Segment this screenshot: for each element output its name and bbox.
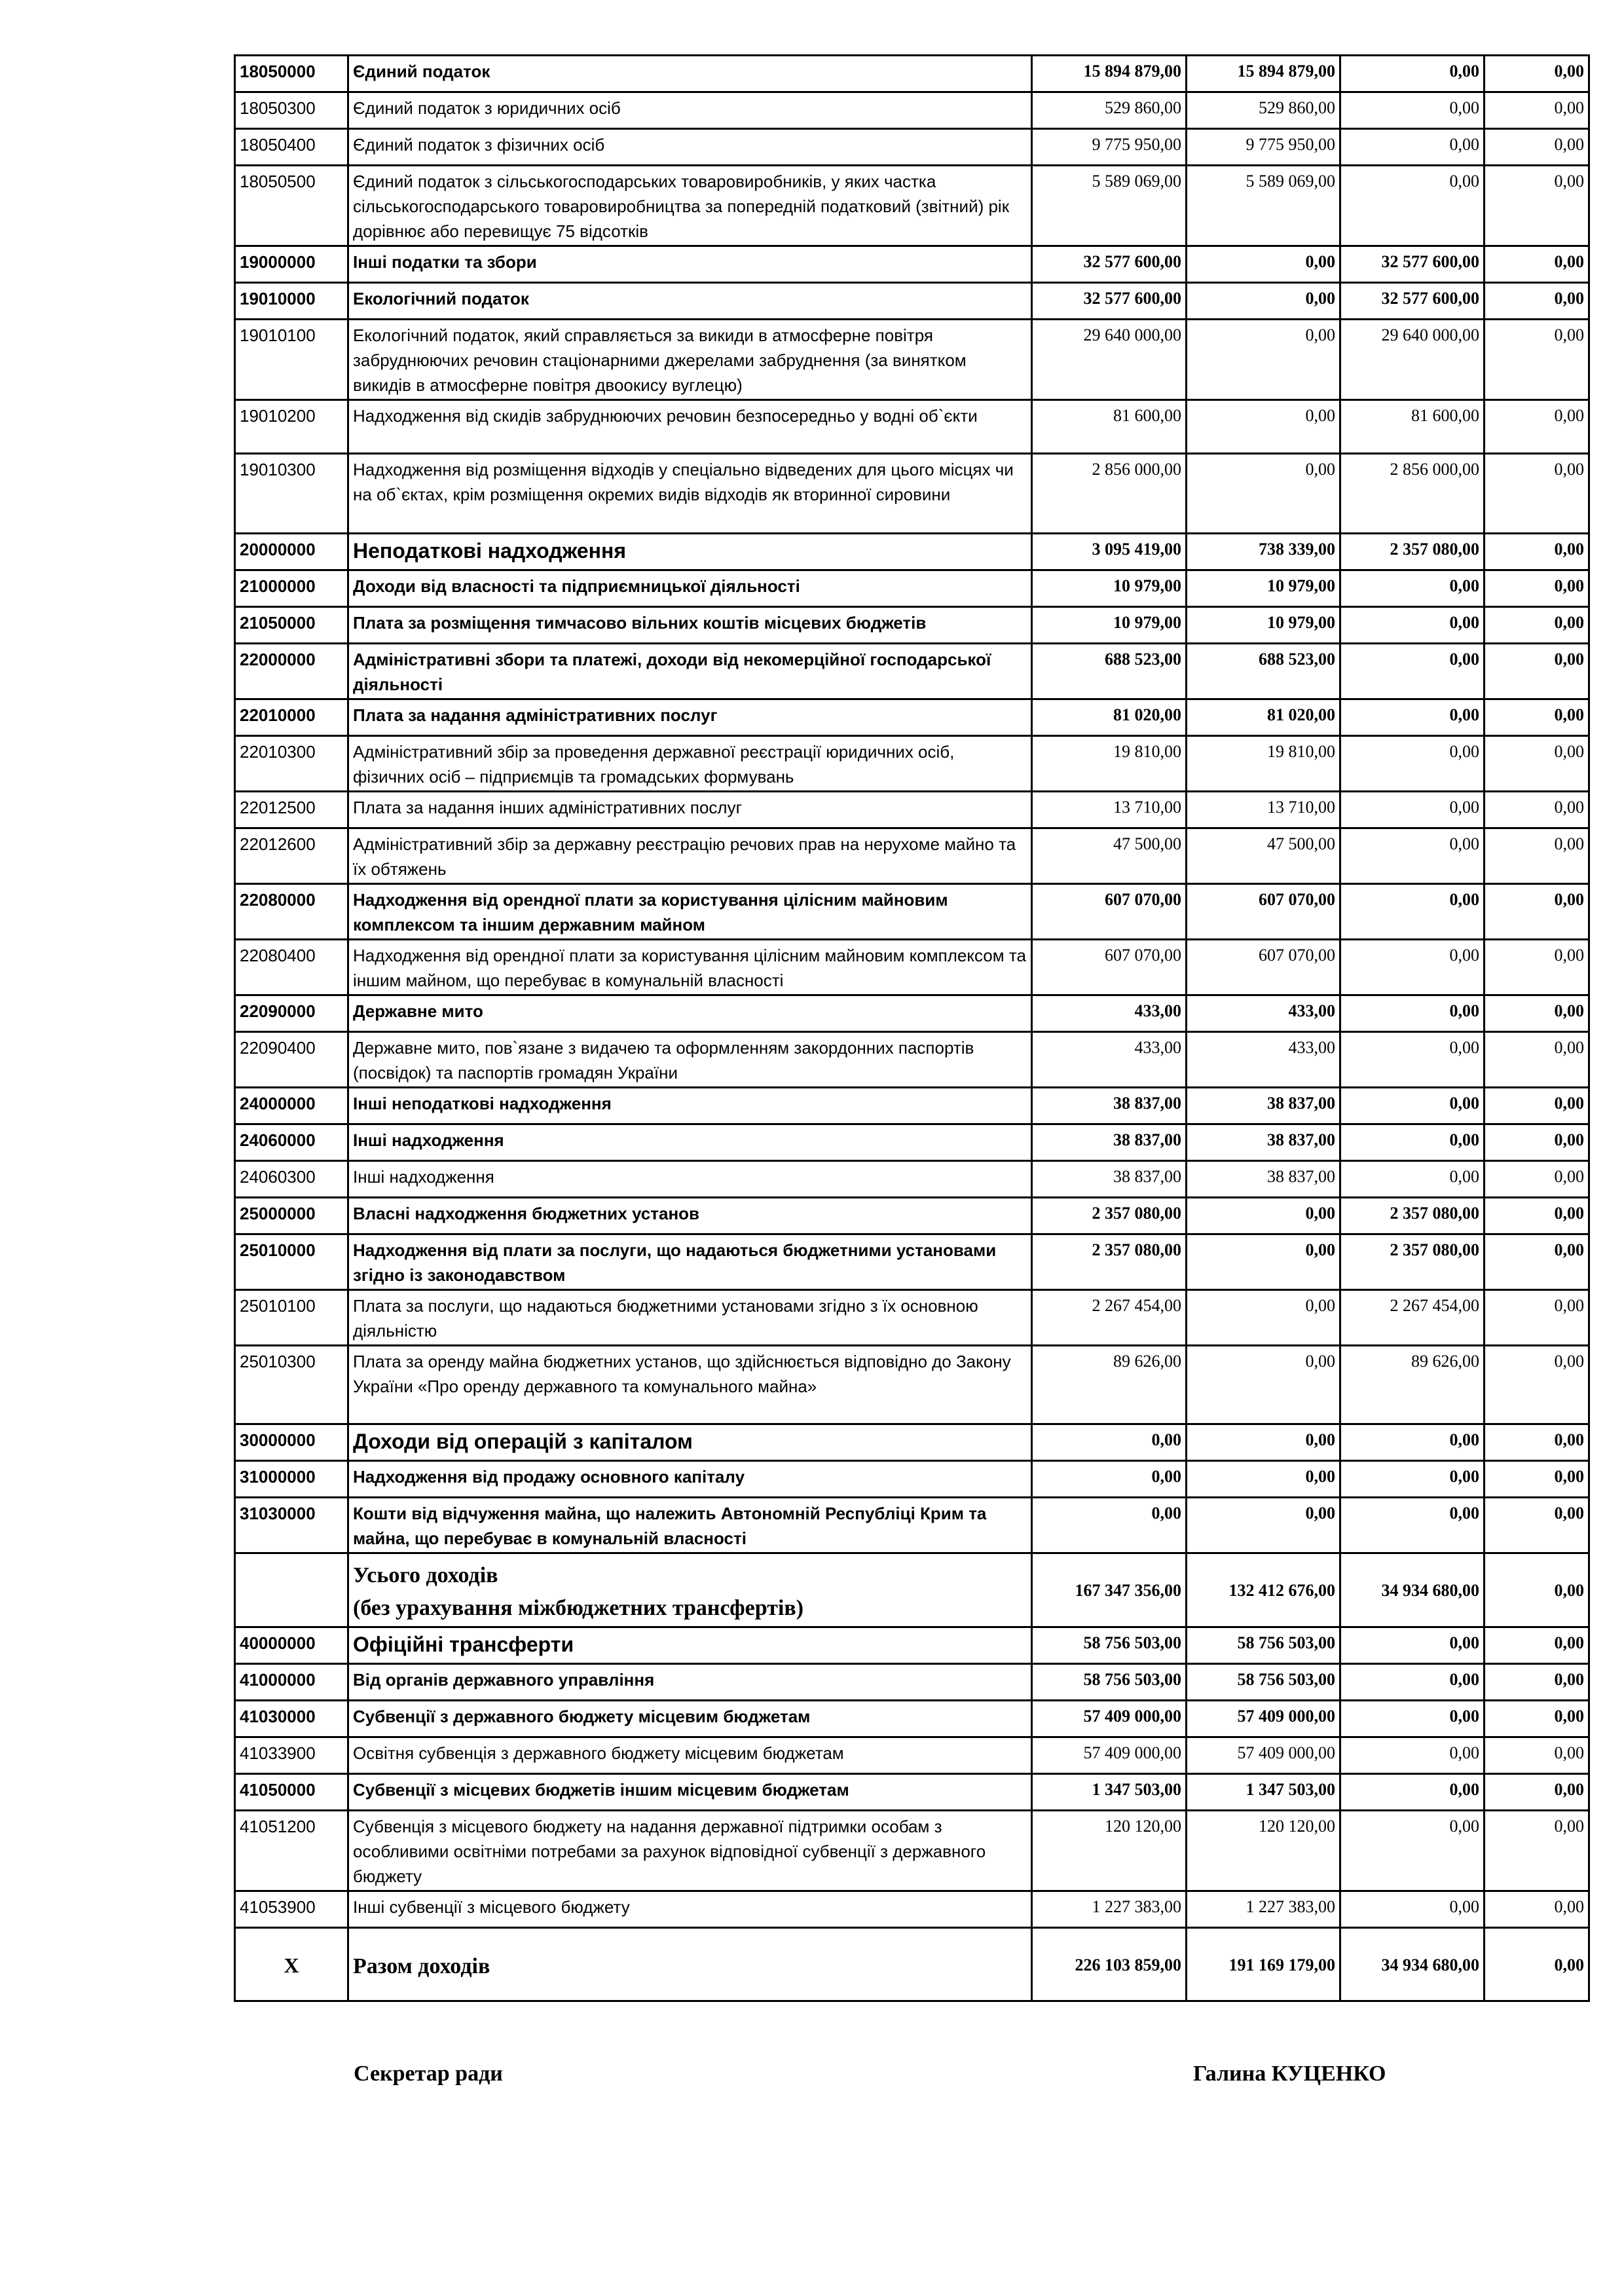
row-total: 3 095 419,00	[1032, 534, 1187, 570]
table-row	[235, 534, 1589, 570]
table-row	[235, 792, 1589, 828]
row-general-fund: 0,00	[1187, 400, 1340, 454]
row-code: 21000000	[235, 570, 348, 607]
row-special-fund: 0,00	[1340, 56, 1485, 92]
row-code: 22090000	[235, 995, 348, 1032]
row-code: 41033900	[235, 1737, 348, 1774]
row-name: Субвенція з місцевого бюджету на надання державної підтримки особам з особливими освітніми потребами за рахунок відповідної субвенції з державного бюджету	[348, 1811, 1032, 1891]
row-development-budget: 0,00	[1485, 607, 1589, 644]
row-total: 529 860,00	[1032, 92, 1187, 129]
table-row	[235, 283, 1589, 320]
row-special-fund: 0,00	[1340, 1701, 1485, 1737]
row-code: 25010300	[235, 1346, 348, 1424]
row-name: Плата за надання адміністративних послуг	[348, 699, 1032, 736]
row-total: 38 837,00	[1032, 1088, 1187, 1124]
row-total: 57 409 000,00	[1032, 1701, 1187, 1737]
row-code: 19010300	[235, 454, 348, 534]
row-code: 41000000	[235, 1664, 348, 1701]
row-special-fund: 0,00	[1340, 1124, 1485, 1161]
row-general-fund: 738 339,00	[1187, 534, 1340, 570]
row-development-budget: 0,00	[1485, 534, 1589, 570]
row-total: 13 710,00	[1032, 792, 1187, 828]
table-row	[235, 320, 1589, 400]
row-development-budget: 0,00	[1485, 1498, 1589, 1553]
table-row	[235, 1124, 1589, 1161]
row-special-fund: 34 934 680,00	[1340, 1928, 1485, 2001]
row-general-fund: 58 756 503,00	[1187, 1627, 1340, 1664]
table-row	[235, 1198, 1589, 1234]
row-special-fund: 0,00	[1340, 995, 1485, 1032]
row-code: 22090400	[235, 1032, 348, 1088]
row-general-fund: 0,00	[1187, 1498, 1340, 1553]
row-code: 20000000	[235, 534, 348, 570]
row-development-budget: 0,00	[1485, 283, 1589, 320]
row-code: 25000000	[235, 1198, 348, 1234]
row-name: Плата за оренду майна бюджетних установ, що здійснюється відповідно до Закону України «Про оренду державного та комунального майна»	[348, 1346, 1032, 1424]
row-code: 19010000	[235, 283, 348, 320]
row-general-fund: 433,00	[1187, 1032, 1340, 1088]
row-total: 433,00	[1032, 1032, 1187, 1088]
table-row	[235, 1553, 1589, 1627]
row-special-fund: 0,00	[1340, 1461, 1485, 1498]
row-total: 58 756 503,00	[1032, 1664, 1187, 1701]
row-total: 15 894 879,00	[1032, 56, 1187, 92]
row-code: 18050500	[235, 166, 348, 246]
row-code: 19000000	[235, 246, 348, 283]
row-code: 25010000	[235, 1234, 348, 1290]
row-special-fund: 89 626,00	[1340, 1346, 1485, 1424]
row-name: Єдиний податок з юридичних осіб	[348, 92, 1032, 129]
row-code: 24060300	[235, 1161, 348, 1198]
row-general-fund: 19 810,00	[1187, 736, 1340, 792]
row-special-fund: 2 357 080,00	[1340, 1198, 1485, 1234]
row-total: 81 020,00	[1032, 699, 1187, 736]
row-general-fund: 120 120,00	[1187, 1811, 1340, 1891]
row-special-fund: 2 357 080,00	[1340, 1234, 1485, 1290]
row-development-budget: 0,00	[1485, 166, 1589, 246]
row-development-budget: 0,00	[1485, 1461, 1589, 1498]
row-general-fund: 38 837,00	[1187, 1088, 1340, 1124]
table-row	[235, 1664, 1589, 1701]
row-special-fund: 0,00	[1340, 1811, 1485, 1891]
row-special-fund: 0,00	[1340, 1161, 1485, 1198]
row-special-fund: 0,00	[1340, 644, 1485, 699]
row-special-fund: 0,00	[1340, 166, 1485, 246]
row-total: 9 775 950,00	[1032, 129, 1187, 166]
row-general-fund: 9 775 950,00	[1187, 129, 1340, 166]
row-name: Плата за послуги, що надаються бюджетними установами згідно з їх основною діяльністю	[348, 1290, 1032, 1346]
table-row	[235, 1891, 1589, 1928]
row-development-budget: 0,00	[1485, 1234, 1589, 1290]
row-development-budget: 0,00	[1485, 1424, 1589, 1461]
row-total: 0,00	[1032, 1461, 1187, 1498]
row-total: 0,00	[1032, 1498, 1187, 1553]
table-row	[235, 246, 1589, 283]
row-development-budget: 0,00	[1485, 792, 1589, 828]
row-development-budget: 0,00	[1485, 400, 1589, 454]
row-name: Екологічний податок	[348, 283, 1032, 320]
table-row	[235, 1088, 1589, 1124]
row-total: 167 347 356,00	[1032, 1553, 1187, 1627]
row-total: 1 347 503,00	[1032, 1774, 1187, 1811]
row-general-fund: 0,00	[1187, 1424, 1340, 1461]
row-code: 24060000	[235, 1124, 348, 1161]
row-general-fund: 0,00	[1187, 1346, 1340, 1424]
row-name: Кошти від відчуження майна, що належить Автономній Республіці Крим та майна, що перебуває в комунальній власності	[348, 1498, 1032, 1553]
row-general-fund: 0,00	[1187, 1290, 1340, 1346]
row-code: 21050000	[235, 607, 348, 644]
row-development-budget: 0,00	[1485, 828, 1589, 884]
row-name: Власні надходження бюджетних установ	[348, 1198, 1032, 1234]
row-total: 607 070,00	[1032, 884, 1187, 940]
row-special-fund: 2 267 454,00	[1340, 1290, 1485, 1346]
table-row	[235, 56, 1589, 92]
row-code: 31000000	[235, 1461, 348, 1498]
row-general-fund: 10 979,00	[1187, 607, 1340, 644]
row-code: 18050400	[235, 129, 348, 166]
row-development-budget: 0,00	[1485, 454, 1589, 534]
row-code: 41051200	[235, 1811, 348, 1891]
row-development-budget: 0,00	[1485, 1198, 1589, 1234]
row-general-fund: 433,00	[1187, 995, 1340, 1032]
row-general-fund: 57 409 000,00	[1187, 1737, 1340, 1774]
row-code: 22000000	[235, 644, 348, 699]
row-code: 41050000	[235, 1774, 348, 1811]
table-row	[235, 884, 1589, 940]
row-special-fund: 0,00	[1340, 940, 1485, 995]
row-general-fund: 13 710,00	[1187, 792, 1340, 828]
row-code: 22010000	[235, 699, 348, 736]
row-name: Державне мито	[348, 995, 1032, 1032]
row-total: 38 837,00	[1032, 1161, 1187, 1198]
row-code: 30000000	[235, 1424, 348, 1461]
row-development-budget: 0,00	[1485, 1032, 1589, 1088]
table-row	[235, 400, 1589, 454]
row-development-budget: 0,00	[1485, 246, 1589, 283]
table-row	[235, 644, 1589, 699]
row-name: Плата за надання інших адміністративних послуг	[348, 792, 1032, 828]
row-special-fund: 0,00	[1340, 570, 1485, 607]
row-name: Єдиний податок з фізичних осіб	[348, 129, 1032, 166]
row-name: Надходження від орендної плати за користування цілісним майновим комплексом та іншим державним майном	[348, 884, 1032, 940]
row-name: Інші надходження	[348, 1161, 1032, 1198]
table-row	[235, 92, 1589, 129]
row-development-budget: 0,00	[1485, 1811, 1589, 1891]
row-development-budget: 0,00	[1485, 1774, 1589, 1811]
row-special-fund: 0,00	[1340, 792, 1485, 828]
row-development-budget: 0,00	[1485, 320, 1589, 400]
row-special-fund: 0,00	[1340, 736, 1485, 792]
row-special-fund: 0,00	[1340, 1032, 1485, 1088]
row-name: Офіційні трансферти	[348, 1627, 1032, 1664]
row-total: 32 577 600,00	[1032, 283, 1187, 320]
row-name: Надходження від плати за послуги, що надаються бюджетними установами згідно із законодавством	[348, 1234, 1032, 1290]
row-total: 58 756 503,00	[1032, 1627, 1187, 1664]
row-total: 2 267 454,00	[1032, 1290, 1187, 1346]
row-development-budget: 0,00	[1485, 1161, 1589, 1198]
row-code: 19010100	[235, 320, 348, 400]
table-row	[235, 1737, 1589, 1774]
table-row	[235, 1234, 1589, 1290]
table-row	[235, 1290, 1589, 1346]
row-name: Доходи від власності та підприємницької діяльності	[348, 570, 1032, 607]
row-special-fund: 32 577 600,00	[1340, 246, 1485, 283]
row-code: 22080400	[235, 940, 348, 995]
row-development-budget: 0,00	[1485, 1664, 1589, 1701]
row-development-budget: 0,00	[1485, 1737, 1589, 1774]
row-name: Адміністративні збори та платежі, доходи від некомерційної господарської діяльності	[348, 644, 1032, 699]
row-special-fund: 2 856 000,00	[1340, 454, 1485, 534]
row-code: 41030000	[235, 1701, 348, 1737]
signature-name: Галина КУЦЕНКО	[1193, 2062, 1386, 2086]
row-general-fund: 0,00	[1187, 283, 1340, 320]
row-special-fund: 0,00	[1340, 1627, 1485, 1664]
row-development-budget: 0,00	[1485, 1346, 1589, 1424]
row-total: 10 979,00	[1032, 607, 1187, 644]
row-development-budget: 0,00	[1485, 995, 1589, 1032]
row-special-fund: 0,00	[1340, 828, 1485, 884]
row-general-fund: 10 979,00	[1187, 570, 1340, 607]
row-total: 5 589 069,00	[1032, 166, 1187, 246]
table-row	[235, 736, 1589, 792]
row-total: 226 103 859,00	[1032, 1928, 1187, 2001]
row-special-fund: 2 357 080,00	[1340, 534, 1485, 570]
row-special-fund: 0,00	[1340, 92, 1485, 129]
row-special-fund: 0,00	[1340, 1424, 1485, 1461]
row-general-fund: 58 756 503,00	[1187, 1664, 1340, 1701]
row-development-budget: 0,00	[1485, 92, 1589, 129]
row-development-budget: 0,00	[1485, 1124, 1589, 1161]
table-row	[235, 454, 1589, 534]
row-code: 31030000	[235, 1498, 348, 1553]
row-name: Субвенції з місцевих бюджетів іншим місцевим бюджетам	[348, 1774, 1032, 1811]
row-development-budget: 0,00	[1485, 736, 1589, 792]
row-name: Від органів державного управління	[348, 1664, 1032, 1701]
row-name: Адміністративний збір за державну реєстрацію речових прав на нерухоме майно та їх обтяжень	[348, 828, 1032, 884]
row-total: 1 227 383,00	[1032, 1891, 1187, 1928]
row-total: 89 626,00	[1032, 1346, 1187, 1424]
row-code: 18050300	[235, 92, 348, 129]
row-development-budget: 0,00	[1485, 1627, 1589, 1664]
row-special-fund: 0,00	[1340, 1664, 1485, 1701]
row-special-fund: 0,00	[1340, 1774, 1485, 1811]
row-total: 2 357 080,00	[1032, 1198, 1187, 1234]
row-special-fund: 0,00	[1340, 1088, 1485, 1124]
row-general-fund: 15 894 879,00	[1187, 56, 1340, 92]
row-code: Х	[235, 1928, 348, 2001]
row-general-fund: 38 837,00	[1187, 1161, 1340, 1198]
row-general-fund: 0,00	[1187, 454, 1340, 534]
row-general-fund: 1 227 383,00	[1187, 1891, 1340, 1928]
row-name: Освітня субвенція з державного бюджету місцевим бюджетам	[348, 1737, 1032, 1774]
table-row	[235, 570, 1589, 607]
row-code: 19010200	[235, 400, 348, 454]
table-row	[235, 699, 1589, 736]
table-row	[235, 1701, 1589, 1737]
row-general-fund: 0,00	[1187, 320, 1340, 400]
row-name: Надходження від орендної плати за користування цілісним майновим комплексом та іншим майном, що перебуває в комунальній власності	[348, 940, 1032, 995]
row-name: Адміністративний збір за проведення державної реєстрації юридичних осіб, фізичних осіб – підприємців та громадських формувань	[348, 736, 1032, 792]
row-total: 2 357 080,00	[1032, 1234, 1187, 1290]
row-general-fund: 0,00	[1187, 1198, 1340, 1234]
row-development-budget: 0,00	[1485, 940, 1589, 995]
row-special-fund: 32 577 600,00	[1340, 283, 1485, 320]
row-total: 19 810,00	[1032, 736, 1187, 792]
table-row	[235, 1928, 1589, 2001]
row-name: Екологічний податок, який справляється за викиди в атмосферне повітря забруднюючих речовин стаціонарними джерелами забруднення (за винятком викидів в атмосферне повітря двоокису вуглецю)	[348, 320, 1032, 400]
table-row	[235, 1627, 1589, 1664]
row-general-fund: 191 169 179,00	[1187, 1928, 1340, 2001]
row-development-budget: 0,00	[1485, 1553, 1589, 1627]
row-name: Неподаткові надходження	[348, 534, 1032, 570]
row-development-budget: 0,00	[1485, 56, 1589, 92]
row-code: 25010100	[235, 1290, 348, 1346]
row-total: 57 409 000,00	[1032, 1737, 1187, 1774]
row-code: 22080000	[235, 884, 348, 940]
row-name: Єдиний податок з сільськогосподарських товаровиробників, у яких частка сільськогосподарського товаровиробництва за попередній податковий (звітний) рік дорівнює або перевищує 75 відсотків	[348, 166, 1032, 246]
table-row	[235, 1161, 1589, 1198]
row-code: 22012500	[235, 792, 348, 828]
table-row	[235, 1774, 1589, 1811]
row-special-fund: 0,00	[1340, 1737, 1485, 1774]
row-development-budget: 0,00	[1485, 1928, 1589, 2001]
row-development-budget: 0,00	[1485, 644, 1589, 699]
row-total: 0,00	[1032, 1424, 1187, 1461]
row-general-fund: 81 020,00	[1187, 699, 1340, 736]
row-total: 38 837,00	[1032, 1124, 1187, 1161]
row-name: Плата за розміщення тимчасово вільних коштів місцевих бюджетів	[348, 607, 1032, 644]
table-row	[235, 828, 1589, 884]
row-total: 10 979,00	[1032, 570, 1187, 607]
row-code: 40000000	[235, 1627, 348, 1664]
row-total: 32 577 600,00	[1032, 246, 1187, 283]
row-general-fund: 529 860,00	[1187, 92, 1340, 129]
table-row	[235, 1032, 1589, 1088]
row-special-fund: 0,00	[1340, 884, 1485, 940]
row-development-budget: 0,00	[1485, 1891, 1589, 1928]
table-row	[235, 129, 1589, 166]
revenue-table-body	[235, 56, 1589, 2001]
row-special-fund: 0,00	[1340, 1891, 1485, 1928]
table-row	[235, 607, 1589, 644]
table-row	[235, 1424, 1589, 1461]
row-development-budget: 0,00	[1485, 129, 1589, 166]
row-total: 607 070,00	[1032, 940, 1187, 995]
row-name: Разом доходів	[348, 1928, 1032, 2001]
table-row	[235, 1346, 1589, 1424]
row-special-fund: 34 934 680,00	[1340, 1553, 1485, 1627]
row-code: 24000000	[235, 1088, 348, 1124]
row-special-fund: 81 600,00	[1340, 400, 1485, 454]
row-name: Надходження від скидів забруднюючих речовин безпосередньо у водні об`єкти	[348, 400, 1032, 454]
table-row	[235, 166, 1589, 246]
revenue-table	[234, 54, 1590, 2002]
row-name: Усього доходів (без урахування міжбюджетних трансфертів)	[348, 1553, 1032, 1627]
row-special-fund: 29 640 000,00	[1340, 320, 1485, 400]
row-special-fund: 0,00	[1340, 1498, 1485, 1553]
row-general-fund: 607 070,00	[1187, 940, 1340, 995]
row-code	[235, 1553, 348, 1627]
row-general-fund: 38 837,00	[1187, 1124, 1340, 1161]
row-name: Інші субвенції з місцевого бюджету	[348, 1891, 1032, 1928]
signature-title: Секретар ради	[354, 2062, 503, 2086]
row-code: 22012600	[235, 828, 348, 884]
row-general-fund: 5 589 069,00	[1187, 166, 1340, 246]
table-row	[235, 940, 1589, 995]
row-name: Надходження від продажу основного капіталу	[348, 1461, 1032, 1498]
row-special-fund: 0,00	[1340, 699, 1485, 736]
row-development-budget: 0,00	[1485, 884, 1589, 940]
row-special-fund: 0,00	[1340, 607, 1485, 644]
row-general-fund: 0,00	[1187, 1461, 1340, 1498]
table-row	[235, 1498, 1589, 1553]
row-total: 120 120,00	[1032, 1811, 1187, 1891]
row-development-budget: 0,00	[1485, 570, 1589, 607]
row-general-fund: 47 500,00	[1187, 828, 1340, 884]
row-general-fund: 688 523,00	[1187, 644, 1340, 699]
row-general-fund: 1 347 503,00	[1187, 1774, 1340, 1811]
row-name: Субвенції з державного бюджету місцевим бюджетам	[348, 1701, 1032, 1737]
row-name: Державне мито, пов`язане з видачею та оформленням закордонних паспортів (посвідок) та паспортів громадян України	[348, 1032, 1032, 1088]
row-name: Доходи від операцій з капіталом	[348, 1424, 1032, 1461]
row-special-fund: 0,00	[1340, 129, 1485, 166]
row-general-fund: 0,00	[1187, 1234, 1340, 1290]
row-general-fund: 0,00	[1187, 246, 1340, 283]
row-total: 688 523,00	[1032, 644, 1187, 699]
row-general-fund: 607 070,00	[1187, 884, 1340, 940]
table-row	[235, 1811, 1589, 1891]
row-total: 81 600,00	[1032, 400, 1187, 454]
table-row	[235, 1461, 1589, 1498]
row-general-fund: 57 409 000,00	[1187, 1701, 1340, 1737]
row-total: 433,00	[1032, 995, 1187, 1032]
row-name: Інші неподаткові надходження	[348, 1088, 1032, 1124]
row-total: 47 500,00	[1032, 828, 1187, 884]
row-code: 18050000	[235, 56, 348, 92]
row-code: 41053900	[235, 1891, 348, 1928]
row-total: 29 640 000,00	[1032, 320, 1187, 400]
row-name: Інші надходження	[348, 1124, 1032, 1161]
row-name: Надходження від розміщення відходів у спеціально відведених для цього місцях чи на об`єктах, крім розміщення окремих видів відходів як вторинної сировини	[348, 454, 1032, 534]
row-name: Інші податки та збори	[348, 246, 1032, 283]
row-general-fund: 132 412 676,00	[1187, 1553, 1340, 1627]
table-row	[235, 995, 1589, 1032]
row-development-budget: 0,00	[1485, 1701, 1589, 1737]
row-development-budget: 0,00	[1485, 699, 1589, 736]
row-name: Єдиний податок	[348, 56, 1032, 92]
row-code: 22010300	[235, 736, 348, 792]
row-development-budget: 0,00	[1485, 1290, 1589, 1346]
row-total: 2 856 000,00	[1032, 454, 1187, 534]
row-development-budget: 0,00	[1485, 1088, 1589, 1124]
